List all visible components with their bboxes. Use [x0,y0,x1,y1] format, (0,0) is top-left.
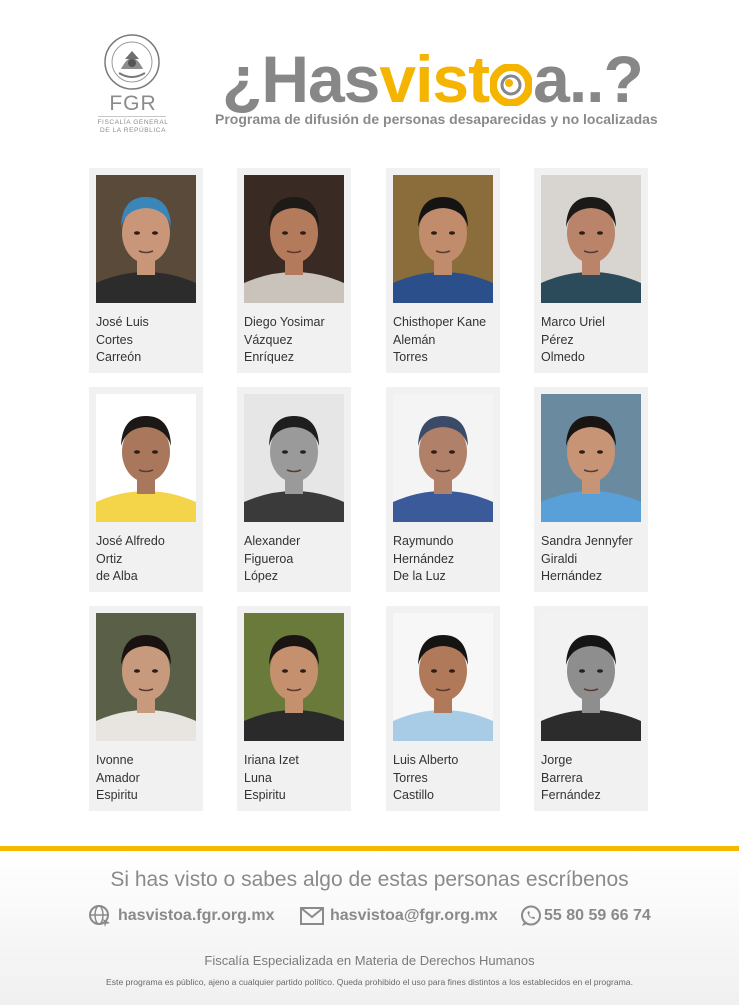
mail-icon [300,907,324,925]
person-name-line3: De la Luz [393,569,446,583]
person-name-line2: Vázquez [244,332,293,347]
person-photo [244,613,344,741]
portrait-icon [244,613,344,741]
phone-number[interactable]: 55 80 59 66 74 [544,907,651,924]
person-photo [541,394,641,522]
person-name-line3: Enríquez [244,350,295,364]
program-subtitle: Programa de difusión de personas desaparecidas y no localizadas [215,111,658,127]
person-name [541,314,651,367]
person-photo [393,175,493,303]
email-contact[interactable] [300,904,498,928]
program-logo [222,44,643,114]
person-name-line3: de Alba [96,569,138,583]
person-photo [541,613,641,741]
person-name [96,752,206,805]
whatsapp-icon [520,905,542,927]
person-card [386,168,500,373]
person-photo [96,394,196,522]
person-name [393,314,503,367]
person-name-line3: López [244,569,279,583]
header [0,0,739,160]
portrait-icon [393,394,493,522]
national-seal-icon [103,33,161,91]
email-link[interactable]: hasvistoa@fgr.org.mx [330,907,498,924]
person-name-line3: Hernández [541,569,603,583]
person-photo [96,175,196,303]
person-name-line3: Espiritu [244,788,286,802]
person-name-line1: Iriana Izet [244,753,299,767]
person-name-line2: Luna [244,770,272,785]
person-name [244,533,354,586]
brand-part-1: ¿Has [222,42,380,116]
person-name [244,752,354,805]
person-name-line1: Ivonne [96,753,134,767]
person-name-line2: Figueroa [244,551,294,566]
portrait-icon [96,175,196,303]
person-name-line1: Alexander [244,534,301,548]
person-name [393,752,503,805]
person-name-line2: Pérez [541,332,574,347]
portrait-icon [96,394,196,522]
org-name: FISCALÍA GENERAL DE LA REPÚBLICA [97,119,169,134]
person-name [541,752,651,805]
person-name-line2: Barrera [541,770,583,785]
person-card [534,168,648,373]
portrait-icon [244,175,344,303]
person-photo [393,394,493,522]
person-name-line1: José Alfredo [96,534,165,548]
person-name [96,314,206,367]
person-card [89,606,203,811]
person-name-line1: Chisthoper Kane [393,315,487,329]
person-card [386,606,500,811]
person-name-line1: Jorge [541,753,573,767]
person-name-line1: Sandra Jennyfer [541,534,633,548]
person-name-line2: Ortiz [96,551,123,566]
person-name [244,314,354,367]
person-card [534,387,648,592]
person-name [393,533,503,586]
legal-notice: Este programa es público, ajeno a cualquier partido político. Queda prohibido el uso para fines distintos a los establecidos en el programa. [106,977,633,987]
portrait-icon [541,175,641,303]
eye-o-icon [490,62,532,104]
person-name-line3: Torres [393,350,428,364]
person-photo [244,175,344,303]
person-name-line1: Diego Yosimar [244,315,325,329]
portrait-icon [393,175,493,303]
person-photo [96,613,196,741]
person-name-line1: Luis Alberto [393,753,459,767]
person-card [237,606,351,811]
person-card [237,168,351,373]
person-name-line3: Fernández [541,788,601,802]
person-card [237,387,351,592]
portrait-icon [541,394,641,522]
person-card [534,606,648,811]
portrait-icon [541,613,641,741]
portrait-icon [393,613,493,741]
person-name-line2: Amador [96,770,140,785]
brand-part-2: vist [379,42,490,116]
org-acronym: FGR [109,92,157,115]
phone-contact[interactable] [520,904,651,928]
brand-part-3: a..? [533,42,643,116]
person-card [89,387,203,592]
fiscalia-name: Fiscalía Especializada en Materia de Derechos Humanos [204,953,535,968]
person-name-line2: Hernández [393,551,455,566]
person-name [541,533,651,586]
globe-icon [88,904,112,928]
person-card [89,168,203,373]
person-photo [541,175,641,303]
website-contact[interactable] [88,904,275,928]
person-name-line2: Cortes [96,332,133,347]
person-card [386,387,500,592]
portrait-icon [244,394,344,522]
person-name-line3: Carreón [96,350,142,364]
call-to-action: Si has visto o sabes algo de estas personas escríbenos [110,868,629,891]
person-photo [244,394,344,522]
person-name-line3: Olmedo [541,350,585,364]
person-name-line3: Castillo [393,788,434,802]
person-name-line2: Alemán [393,332,436,347]
portrait-icon [96,613,196,741]
person-name-line2: Torres [393,770,428,785]
divider [98,116,166,117]
website-link[interactable]: hasvistoa.fgr.org.mx [118,907,275,924]
person-name-line3: Espiritu [96,788,138,802]
person-name-line1: Raymundo [393,534,454,548]
person-name [96,533,206,586]
person-photo [393,613,493,741]
person-name-line1: Marco Uriel [541,315,605,329]
person-name-line2: Giraldi [541,551,578,566]
person-name-line1: José Luis [96,315,149,329]
